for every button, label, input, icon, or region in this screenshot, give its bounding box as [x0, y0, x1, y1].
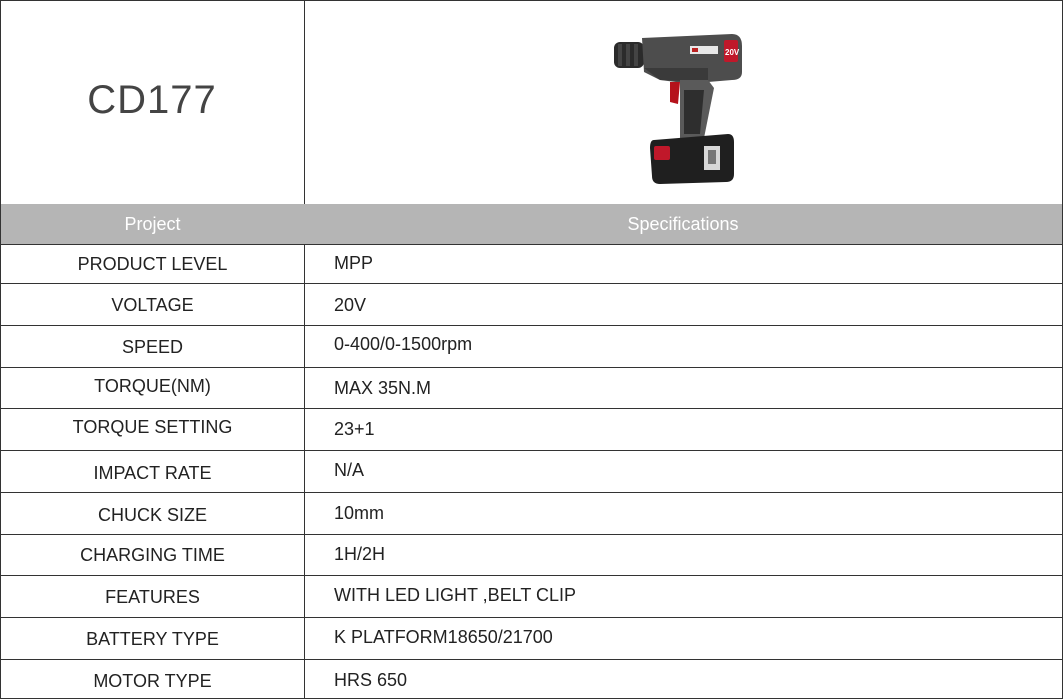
table-row [1, 325, 1062, 367]
header-specifications: Specifications [627, 214, 739, 234]
row-value: 10mm [334, 503, 385, 523]
row-label: PRODUCT LEVEL [77, 254, 228, 274]
row-label: IMPACT RATE [93, 463, 212, 483]
row-value: HRS 650 [334, 670, 408, 690]
table-row [1, 575, 1062, 617]
row-label: MOTOR TYPE [93, 671, 212, 691]
table-header [1, 204, 1062, 244]
cordless-drill-icon [604, 28, 754, 188]
row-label: BATTERY TYPE [86, 629, 219, 649]
row-value: 0-400/0-1500rpm [334, 334, 473, 354]
header-project: Project [124, 214, 181, 234]
row-label: VOLTAGE [111, 295, 194, 315]
row-label: CHUCK SIZE [97, 505, 207, 525]
badge-20v: 20V [725, 48, 740, 57]
row-value: N/A [334, 460, 365, 480]
table-row [1, 283, 1062, 325]
row-value: MAX 35N.M [334, 378, 432, 398]
table-row [1, 617, 1062, 659]
table-row [1, 534, 1062, 575]
row-value: WITH LED LIGHT ,BELT CLIP [334, 585, 577, 605]
table-row [1, 492, 1062, 534]
row-label: FEATURES [105, 587, 200, 607]
table-row [1, 450, 1062, 492]
table-row [1, 659, 1062, 699]
row-label: TORQUE(NM) [94, 376, 211, 396]
row-label: SPEED [121, 337, 184, 357]
table-row [1, 367, 1062, 408]
row-value: 20V [334, 295, 367, 315]
row-label: CHARGING TIME [80, 545, 225, 565]
row-value: 1H/2H [334, 544, 386, 564]
model-name: CD177 [87, 78, 217, 122]
column-divider [304, 0, 305, 204]
row-value: K PLATFORM18650/21700 [334, 627, 553, 647]
row-label: TORQUE SETTING [72, 417, 233, 437]
table-row [1, 408, 1062, 450]
row-value: MPP [334, 253, 374, 273]
table-row [1, 244, 1062, 283]
row-value: 23+1 [334, 419, 375, 439]
